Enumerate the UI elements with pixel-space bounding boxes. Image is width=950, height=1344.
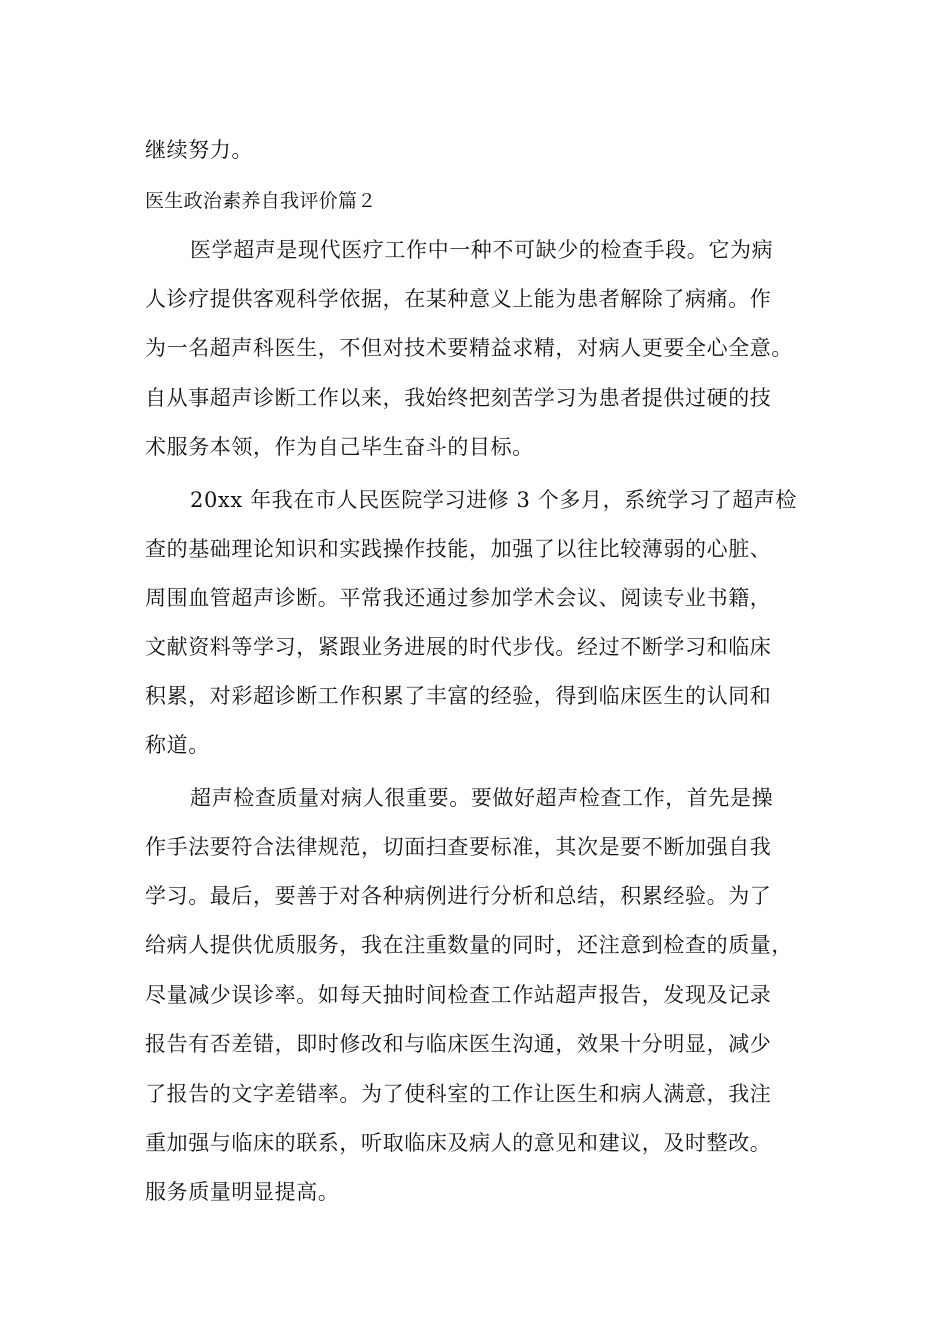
paragraph-3-line-1: 超声检查质量对病人很重要。要做好超声检查工作，首先是操 — [190, 786, 774, 810]
paragraph-3-line-5: 尽量减少误诊率。如每天抽时间检查工作站超声报告，发现及记录 — [145, 983, 772, 1007]
paragraph-1-line-1: 医学超声是现代医疗工作中一种不可缺少的检查手段。它为病 — [190, 238, 774, 262]
paragraph-2-line-3: 周围血管超声诊断。平常我还通过参加学术会议、阅读专业书籍， — [145, 586, 772, 610]
continuation-text: 继续努力。 — [145, 138, 253, 162]
paragraph-1-line-2: 人诊疗提供客观科学依据，在某种意义上能为患者解除了病痛。作 — [145, 287, 772, 311]
paragraph-3-line-6: 报告有否差错，即时修改和与临床医生沟通，效果十分明显，减少 — [145, 1032, 772, 1056]
paragraph-1-line-3: 为一名超声科医生，不但对技术要精益求精，对病人更要全心全意。 — [145, 336, 793, 360]
paragraph-2-line-1: 20xx 年我在市人民医院学习进修 3 个多月，系统学习了超声检 — [190, 488, 797, 512]
paragraph-2-line-5: 积累，对彩超诊断工作积累了丰富的经验，得到临床医生的认同和 — [145, 684, 772, 708]
paragraph-3-line-9: 服务质量明显提高。 — [145, 1180, 340, 1204]
paragraph-2-line-4: 文献资料等学习，紧跟业务进展的时代步伐。经过不断学习和临床 — [145, 635, 772, 659]
paragraph-2-line-6: 称道。 — [145, 733, 210, 757]
section-heading: 医生政治素养自我评价篇２ — [145, 190, 377, 212]
paragraph-3-line-3: 学习。最后，要善于对各种病例进行分析和总结，积累经验。为了 — [145, 884, 772, 908]
paragraph-3-line-8: 重加强与临床的联系，听取临床及病人的意见和建议，及时整改。 — [145, 1131, 772, 1155]
paragraph-3-line-4: 给病人提供优质服务，我在注重数量的同时，还注意到检查的质量， — [145, 933, 793, 957]
paragraph-3-line-7: 了报告的文字差错率。为了使科室的工作让医生和病人满意，我注 — [145, 1082, 772, 1106]
paragraph-1-line-5: 术服务本领，作为自己毕生奋斗的目标。 — [145, 435, 534, 459]
paragraph-2-line-2: 查的基础理论知识和实践操作技能，加强了以往比较薄弱的心脏、 — [145, 537, 772, 561]
paragraph-1-line-4: 自从事超声诊断工作以来，我始终把刻苦学习为患者提供过硬的技 — [145, 386, 772, 410]
paragraph-3-line-2: 作手法要符合法律规范，切面扫查要标准，其次是要不断加强自我 — [145, 835, 772, 859]
